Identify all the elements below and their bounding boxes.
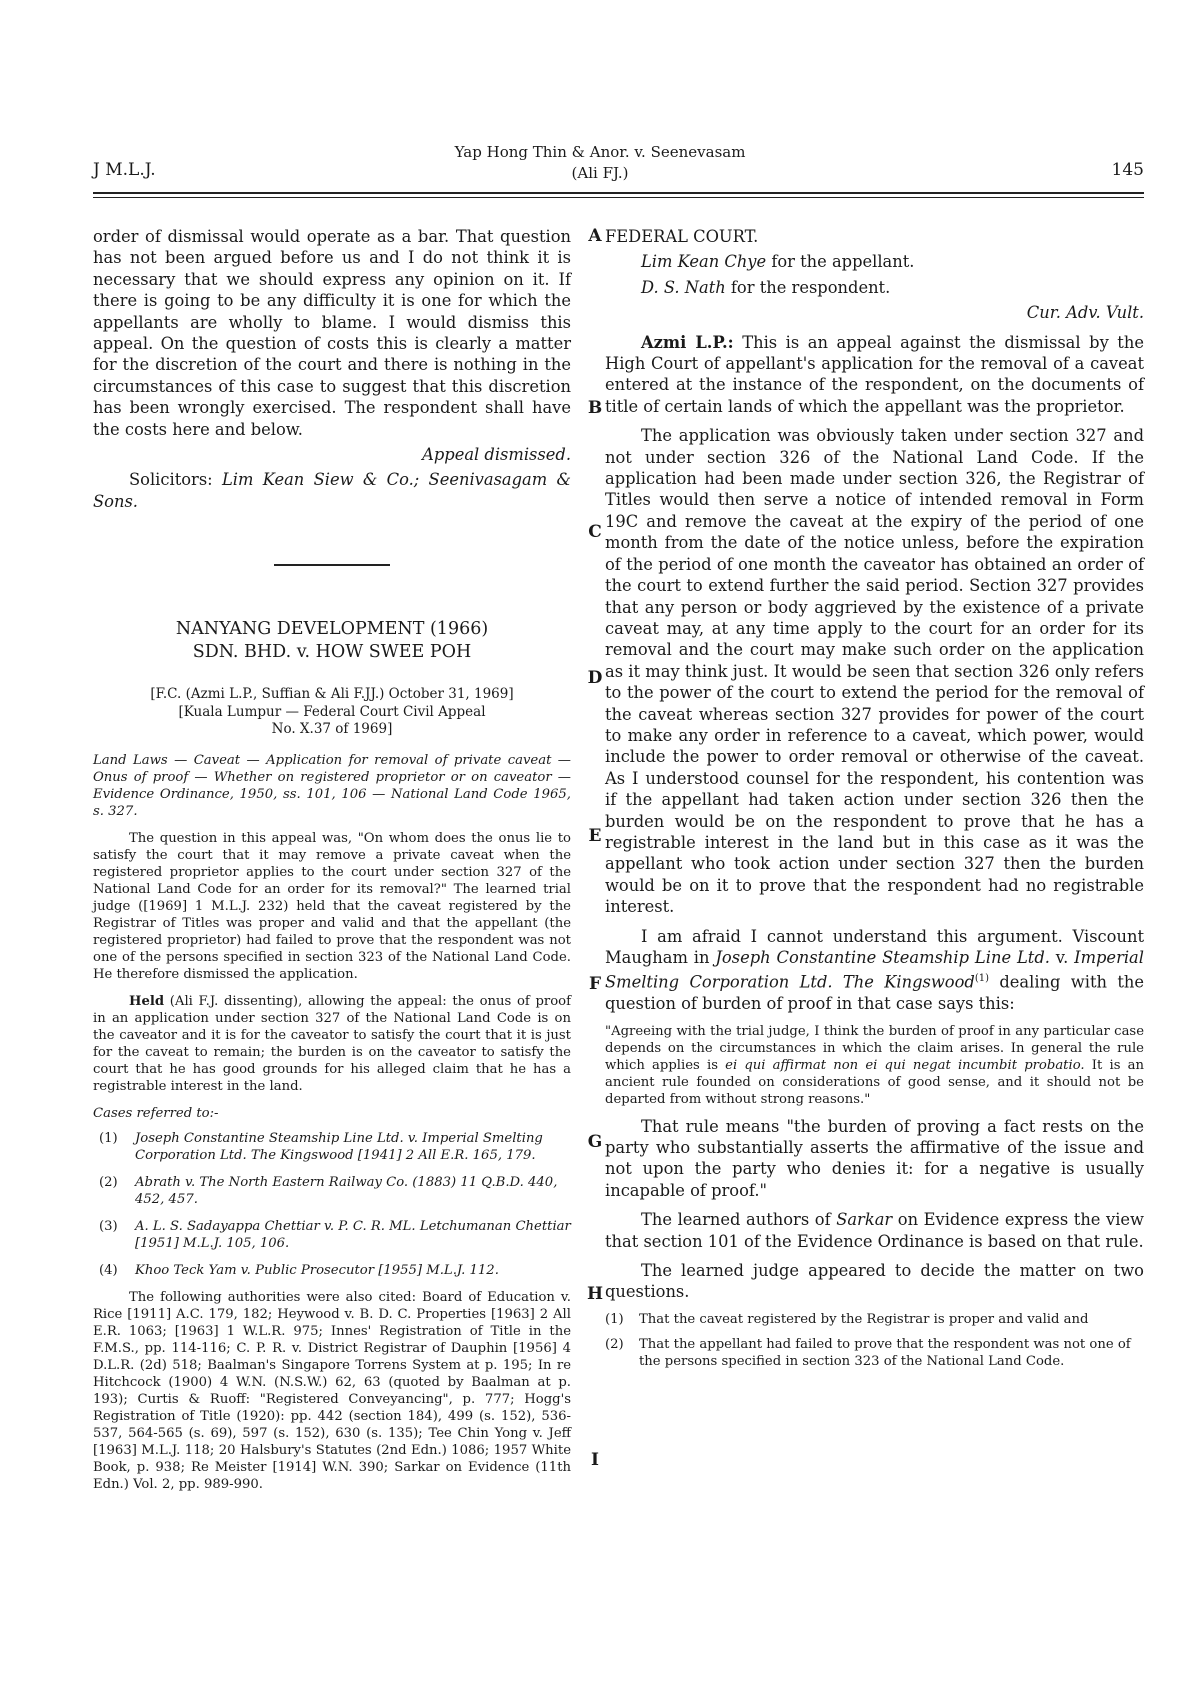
- case-item: [93, 1174, 571, 1208]
- appeal-reference: [93, 704, 571, 738]
- appeal-dismissed: Appeal dismissed.: [422, 445, 571, 465]
- counsel-appellant: [605, 251, 1144, 272]
- case-title-line-1: NANYANG DEVELOPMENT (1966): [175, 619, 489, 640]
- appeal-reference-line-1: [Kuala Lumpur — Federal Court Civil Appeal: [178, 704, 486, 721]
- appeal-reference-line-2: No. X.37 of 1969]: [271, 721, 393, 738]
- left-column: [93, 226, 571, 1493]
- judgment-paragraph-6: The learned judge appeared to decide the matter on two questions.: [605, 1261, 1144, 1302]
- solicitors-names: Lim Kean Siew & Co.; Seenivasagam & Sons.: [93, 470, 571, 511]
- margin-letter-b: B: [587, 398, 603, 418]
- quote-text-a: "Agreeing with the trial judge, I think the burden of proof in any particular case depends on the circumstances in which the claim arises. In general the rule which applies is: [605, 1023, 1144, 1073]
- header-rule-thin: [93, 197, 1144, 198]
- cases-referred-list: [93, 1130, 571, 1279]
- header-rule: [93, 192, 1144, 194]
- judgment-paragraph-1-text: This is an appeal against the dismissal by the High Court of appellant's application for the removal of a caveat entered at the instance of the respondent, on the documents of title of certain lands of which the appellant was the proprietor.: [605, 332, 1144, 416]
- margin-letter-d: D: [587, 668, 603, 688]
- case-item: [93, 1130, 571, 1164]
- judge-label: Azmi L.P.:: [641, 332, 734, 352]
- p3-case-2: Imperial Smelting Corporation Ltd. The Kingswood: [605, 948, 1144, 992]
- case-title-line-2: SDN. BHD. v. HOW SWEE POH: [192, 642, 472, 663]
- case-item: [93, 1218, 571, 1252]
- margin-letter-e: E: [588, 826, 602, 846]
- questions-list: [605, 1311, 1144, 1370]
- margin-letter-a: A: [588, 226, 602, 246]
- held-text: (Ali F.J. dissenting), allowing the appeal: the onus of proof in an application under section 327 of the National Land Code is on the caveator and it is for the caveator to satisfy the court that it is just for the caveat to remain; the burden is on the caveator to satisfy the court that he has good grounds for his alleged claim that he has a registrable interest in the land.: [93, 994, 571, 1095]
- case-item-text: Khoo Teck Yam v. Public Prosecutor [1955] M.L.J. 112.: [135, 1263, 499, 1279]
- right-column: [605, 226, 1144, 1378]
- question-item-text: That the appellant had failed to prove that the respondent was not one of the persons specified in section 323 of the National Land Code.: [639, 1336, 1131, 1369]
- running-head-parties: Yap Hong Thin & Anor. v. Seenevasam: [454, 143, 746, 161]
- case-item-number: (4): [99, 1263, 118, 1279]
- case-item-number: (2): [99, 1175, 118, 1191]
- margin-letter-g: G: [587, 1132, 603, 1152]
- held-label: Held: [129, 994, 165, 1010]
- p3-case-1: Joseph Constantine Steamship Line Ltd.: [715, 948, 1050, 967]
- case-separator: [274, 564, 390, 566]
- p3-text-b: v.: [1049, 948, 1075, 967]
- footnote-ref: (1): [974, 973, 990, 985]
- p5-sarkar: Sarkar: [836, 1210, 893, 1230]
- margin-letter-c: C: [588, 522, 602, 542]
- margin-letter-f: F: [588, 974, 602, 994]
- coram: [F.C. (Azmi L.P., Suffian & Ali F.JJ.) October 31, 1969]: [150, 686, 514, 703]
- page-number: 145: [1111, 160, 1144, 180]
- quote-text-b: It is an ancient rule founded on considerations of good sense, and it should not be departed from without strong reasons.": [605, 1057, 1144, 1107]
- case-item-number: (3): [99, 1219, 118, 1235]
- cases-referred-label: Cases referred to:-: [93, 1106, 219, 1122]
- authorities-cited: The following authorities were also cited: Board of Education v. Rice [1911] A.C. 179, 182; Heywood v. B. D. C. Properties [1963] 2 All E.R. 1063; [1963] 1 W.L.R. 975; Innes' Registration of Title in the F.M.S., pp. 114-116; C. P. R. v. District Registrar of Dauphin [1956] 4 D.L.R. (2d) 518; Baalman's Singapore Torrens System at p. 195; In re Hitchcock (1900) 4 W.N. (N.S.W.) 62, 63 (quoted by Baalman at p. 193); Curtis & Ruoff: "Registered Conveyancing", p. 777; Hogg's Registration of Title (1920): pp. 442 (section 184), 499 (s. 152), 536-537, 564-565 (s. 69), 597 (s. 152), 630 (s. 135); Tee Chin Yong v. Jeff [1963] M.L.J. 118; 20 Halsbury's Statutes (2nd Edn.) 1086; 1957 White Book, p. 938; Re Meister [1914] W.N. 390; Sarkar on Evidence (11th Edn.) Vol. 2, pp. 989-990.: [93, 1290, 571, 1493]
- margin-letter-i: I: [591, 1450, 599, 1470]
- case-item-text: A. L. S. Sadayappa Chettiar v. P. C. R. ML. Letchumanan Chettiar [1951] M.L.J. 105, 106.: [135, 1219, 571, 1252]
- counsel-appellant-role: for the appellant.: [766, 252, 915, 272]
- case-title: [93, 618, 571, 664]
- headnote-held: [93, 993, 571, 1095]
- question-item-number: (2): [605, 1336, 624, 1352]
- case-item: [93, 1262, 571, 1279]
- case-item-number: (1): [99, 1131, 118, 1147]
- question-item-text: That the caveat registered by the Registrar is proper and valid and: [639, 1311, 1089, 1327]
- counsel-respondent-role: for the respondent.: [725, 277, 891, 297]
- running-head-judge: (Ali FJ.): [571, 164, 629, 182]
- counsel-respondent: [605, 277, 1144, 298]
- judgment-paragraph-2: The application was obviously taken under section 327 and not under section 326 of the National Land Code. If the application had been made under section 326, the Registrar of Titles would then serve a notice of intended removal in Form 19C and remove the caveat at the expiry of the period of one month from the date of the notice unless, before the expiration of the period of one month the caveator has obtained an order of the court to extend further the said period. Section 327 provides that any person or body aggrieved by the existence of a private caveat may, at any time apply to the court for an order for its removal and the court may make such order on the application as it may think just. It would be seen that section 326 only refers to the power of the court to extend the period for the removal of the caveat whereas section 327 provides for power of the court to make any order in reference to a caveat, which power, would include the power to order removal or otherwise of the caveat. As I understood counsel for the respondent, his contention was if the appellant had taken action under section 326 then the burden would be on the respondent to prove that he has a registrable interest in the land but in this case as it was the appellant who took action under section 327 then the burden would be on it to prove that the respondent had no registrable interest.: [605, 426, 1144, 917]
- solicitors: [93, 469, 571, 512]
- judgment-paragraph-4: That rule means "the burden of proving a fact rests on the party who substantially asserts the affirmative of the issue and not upon the party who denies it: for a negative is usually incapable of proof.": [605, 1116, 1144, 1200]
- court-heading: FEDERAL COURT.: [605, 227, 759, 246]
- question-item: [605, 1311, 1144, 1328]
- journal-abbrev: J M.L.J.: [93, 160, 156, 180]
- running-head: [400, 142, 800, 184]
- p3-text-c: dealing with the question of burden of proof in that case says this:: [605, 972, 1144, 1014]
- counsel-respondent-name: D. S. Nath: [641, 277, 726, 297]
- judgment-paragraph-3: [605, 926, 1144, 1015]
- p5-text-b: on Evidence express the view that section 101 of the Evidence Ordinance is based on that rule.: [605, 1210, 1144, 1251]
- p3-text-a: I am afraid I cannot understand this argument. Viscount Maugham in: [605, 926, 1144, 967]
- solicitors-label: Solicitors:: [129, 470, 222, 490]
- p5-text-a: The learned authors of: [641, 1210, 837, 1230]
- judgment-paragraph-1: [605, 332, 1144, 418]
- catchwords: Land Laws — Caveat — Application for removal of private caveat — Onus of proof — Whether on registered proprietor or on caveator — Evidence Ordinance, 1950, ss. 101, 106 — National Land Code 1965, s. 327.: [93, 753, 571, 820]
- case-item-text: Joseph Constantine Steamship Line Ltd. v. Imperial Smelting Corporation Ltd. The Kingswood [1941] 2 All E.R. 165, 179.: [135, 1131, 543, 1164]
- question-item-number: (1): [605, 1311, 624, 1327]
- judgment-paragraph-5: [605, 1209, 1144, 1252]
- cur-adv-vult: Cur. Adv. Vult.: [1026, 303, 1144, 323]
- quotation: [605, 1023, 1144, 1108]
- counsel-appellant-name: Lim Kean Chye: [641, 252, 767, 272]
- question-item: [605, 1336, 1144, 1370]
- headnote-question: The question in this appeal was, "On whom does the onus lie to satisfy the court that it may remove a private caveat when the registered proprietor applies to the court under section 327 of the National Land Code for an order for its removal?" The learned trial judge ([1969] 1 M.L.J. 232) held that the caveat registered by the Registrar of Titles was proper and valid and that the appellant (the registered proprietor) had failed to prove that the respondent was not one of the persons specified in section 323 of the National Land Code. He therefore dismissed the application.: [93, 831, 571, 983]
- margin-letter-h: H: [586, 1284, 604, 1304]
- quote-latin: ei qui affirmat non ei qui negat incumbit probatio.: [725, 1057, 1085, 1073]
- closing-paragraph: order of dismissal would operate as a bar. That question has not been argued before us and I do not think it is necessary that we should express any opinion on it. If there is going to be any difficulty it is one for which the appellants are wholly to blame. I would dismiss this appeal. On the question of costs this is clearly a matter for the discretion of the court and there is nothing in the circumstances of this case to suggest that this discretion has been wrongly exercised. The respondent shall have the costs here and below.: [93, 227, 571, 439]
- case-item-text: Abrath v. The North Eastern Railway Co. (1883) 11 Q.B.D. 440, 452, 457.: [135, 1175, 558, 1208]
